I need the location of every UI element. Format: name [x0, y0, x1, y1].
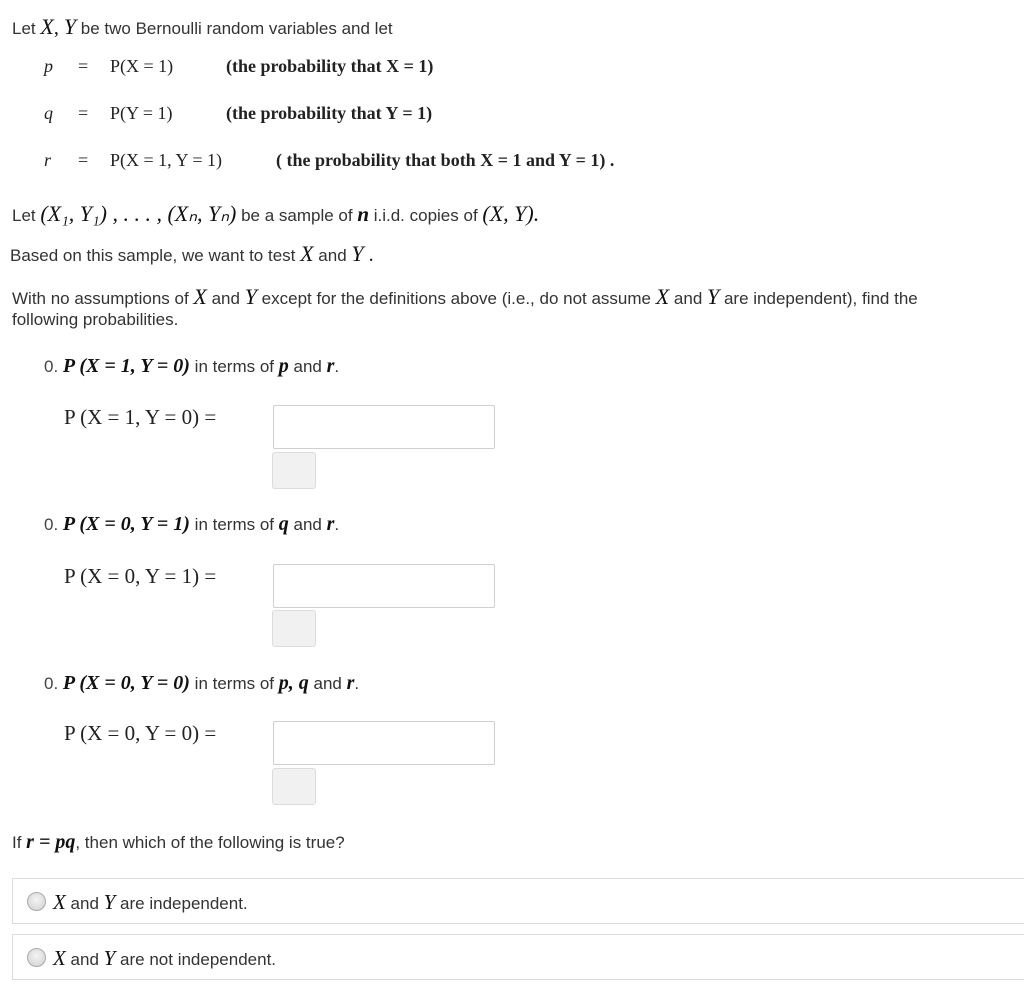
- preview-button-3[interactable]: [272, 768, 316, 805]
- question-3-lhs: P (X = 0, Y = 0) =: [64, 721, 217, 745]
- choice-independent[interactable]: [12, 878, 1024, 924]
- question-2-lhs: P (X = 0, Y = 1) =: [64, 564, 217, 588]
- choice-not-independent[interactable]: [12, 934, 1024, 980]
- answer-input-1[interactable]: [273, 405, 495, 449]
- choice-label: X and Y are not independent.: [53, 946, 277, 970]
- preview-button-2[interactable]: [272, 610, 316, 647]
- intro-text: Let X, Y be two Bernoulli random variables and let: [12, 14, 393, 39]
- based-text: Based on this sample, we want to test X and Y .: [10, 241, 374, 266]
- answer-input-2[interactable]: [273, 564, 495, 608]
- question-1-lhs: P (X = 1, Y = 0) =: [64, 405, 217, 429]
- instructions-line-1: With no assumptions of X and Y except for the definitions above (i.e., do not assume X and Y are independent), find the: [12, 284, 918, 309]
- definition-p: p = P(X = 1) (the probability that X = 1): [44, 56, 434, 76]
- radio-button[interactable]: [27, 892, 46, 911]
- instructions-line-2: following probabilities.: [12, 310, 179, 329]
- answer-input-3[interactable]: [273, 721, 495, 765]
- question-2-title: 0. P (X = 0, Y = 1) in terms of q and r.: [44, 513, 340, 535]
- preview-button-1[interactable]: [272, 452, 316, 489]
- definition-q: q = P(Y = 1) (the probability that Y = 1): [44, 103, 433, 123]
- question-1-title: 0. P (X = 1, Y = 0) in terms of p and r.: [44, 355, 340, 377]
- question-3-title: 0. P (X = 0, Y = 0) in terms of p, q and r.: [44, 672, 360, 694]
- definition-r: r = P(X = 1, Y = 1) ( the probability that both X = 1 and Y = 1) .: [44, 150, 615, 170]
- choice-label: X and Y are independent.: [53, 890, 248, 914]
- sample-text: Let (X₁, Y₁) , . . . , (Xₙ, Yₙ) be a sample of n i.i.d. copies of (X, Y).: [12, 201, 540, 226]
- radio-button[interactable]: [27, 948, 46, 967]
- mc-prompt: If r = pq, then which of the following is true?: [12, 831, 345, 853]
